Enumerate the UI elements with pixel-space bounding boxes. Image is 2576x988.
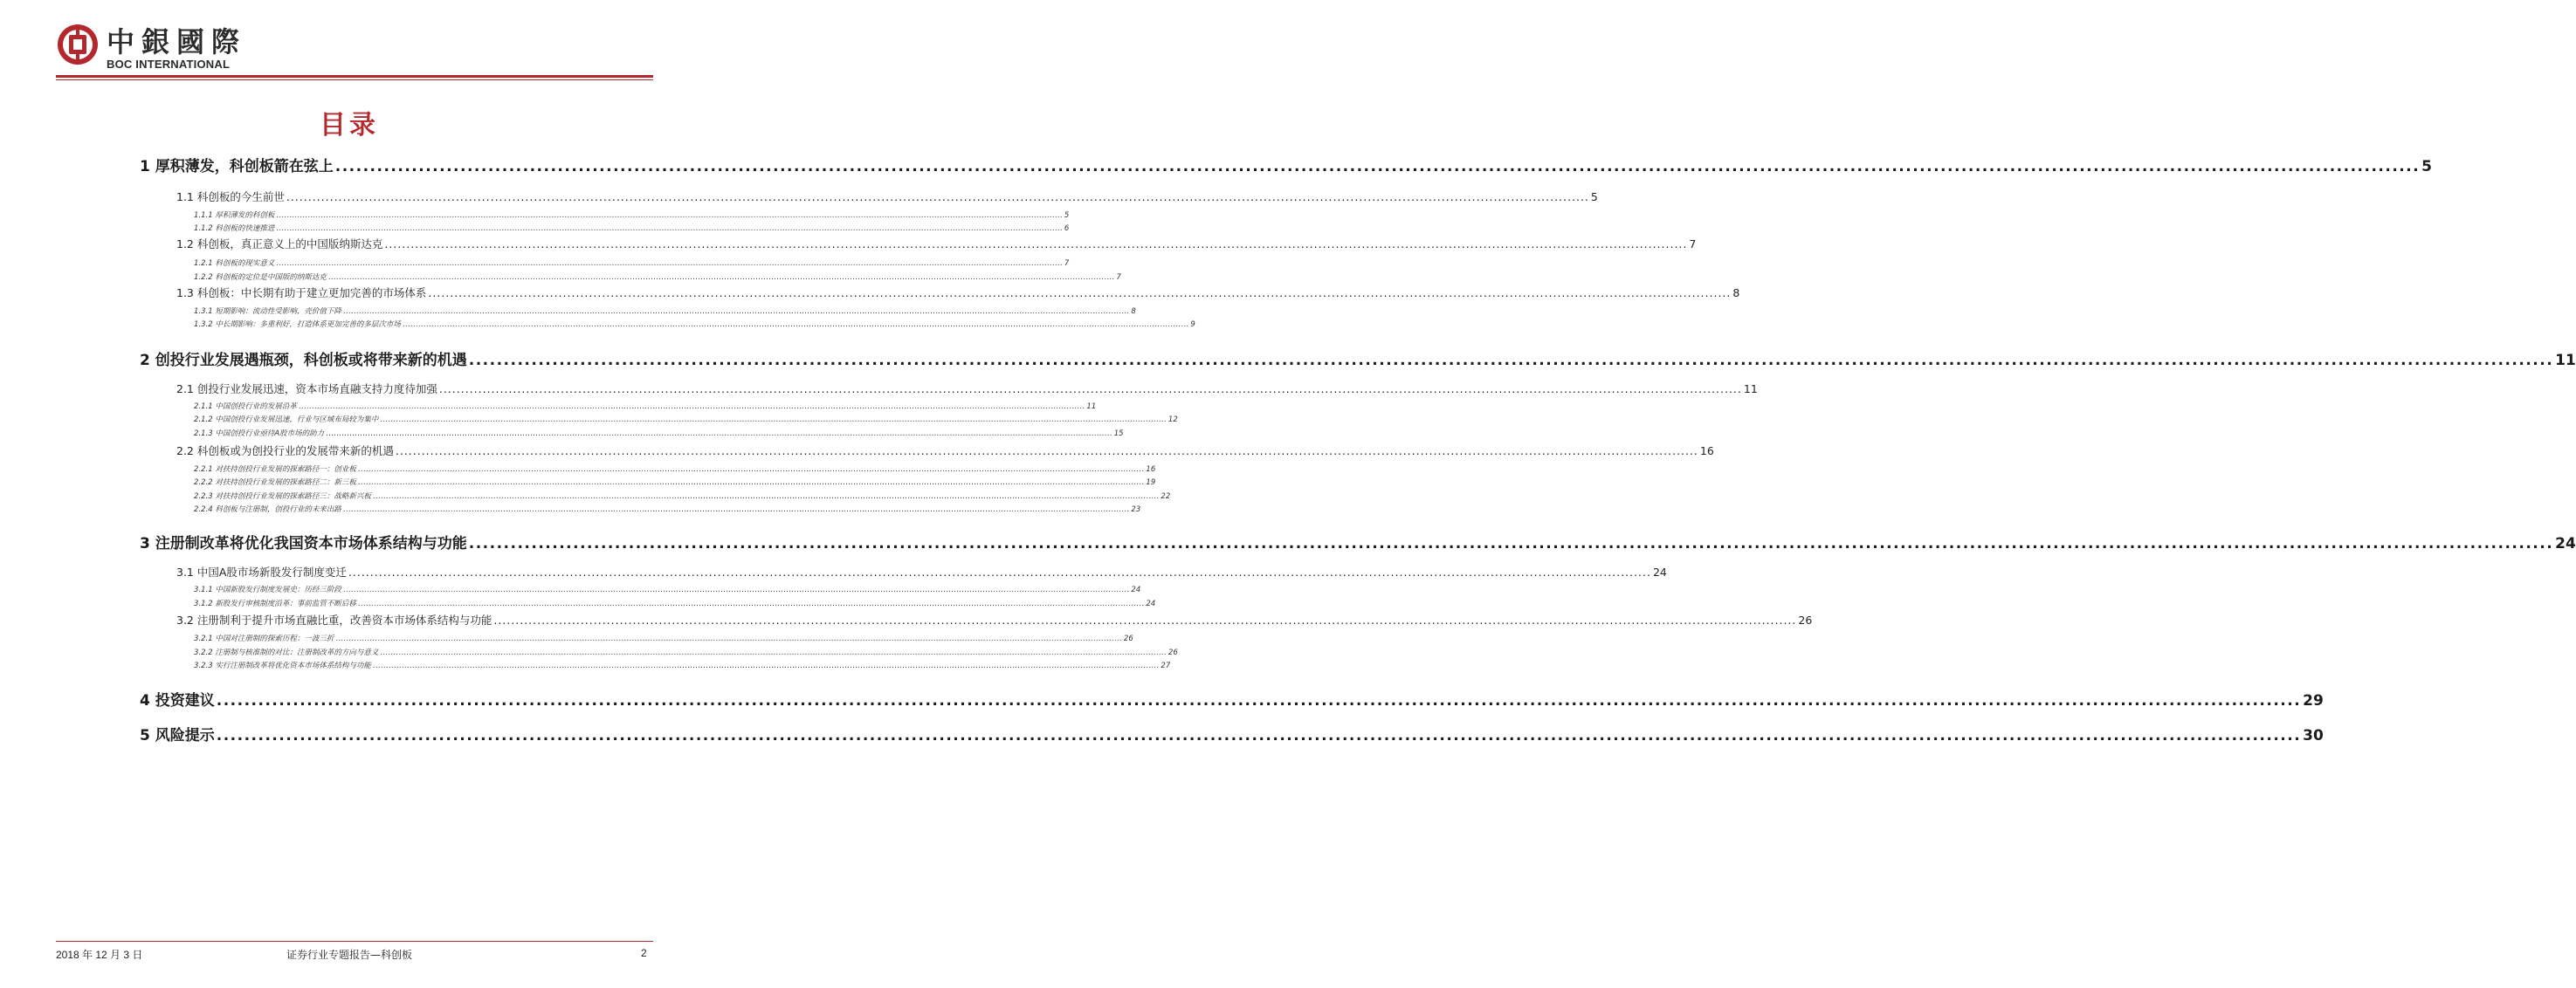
toc-entry-label: 2.2.1 对扶持创投行业发展的探索路径一：创业板 — [194, 465, 356, 474]
toc-entry-level-2[interactable] — [176, 612, 1813, 628]
toc-entry-page: 30 — [2303, 727, 2324, 744]
header-divider-thin — [56, 79, 653, 80]
toc-leader-dots: ............................................................................................................................................................................................................................................................................................................ — [372, 492, 1160, 501]
toc-leader-dots: ............................................................................................................................................................................................................................................................................................................ — [428, 286, 1732, 299]
toc-leader-dots: ............................................................................................................................................................................................................................................................................................................ — [342, 307, 1130, 316]
toc-leader-dots: ............................................................................................................................................................................................................................................................................................................ — [357, 478, 1145, 487]
toc-entry-label: 2.2.2 对扶持创投行业发展的探索路径二：新三板 — [194, 478, 356, 487]
toc-entry-label: 1.2.2 科创板的定位是中国版的纳斯达克 — [194, 273, 327, 282]
toc-leader-dots: ............................................................................................................................................................................................................................................................................................................ — [276, 224, 1063, 233]
toc-entry-label: 3.2.2 注册制与核准制的对比：注册制改革的方向与意义 — [194, 648, 379, 657]
toc-entry-page: 9 — [1190, 320, 1195, 329]
toc-leader-dots: ............................................................................................................................................................................................................................................................................................................ — [342, 505, 1130, 514]
toc-entry-level-1[interactable] — [140, 347, 2576, 369]
footer-date: 2018 年 12 月 3 日 — [56, 949, 143, 961]
footer-page-number: 2 — [641, 947, 647, 959]
toc-entry-page: 11 — [1086, 402, 1097, 411]
toc-entry-label: 3 注册制改革将优化我国资本市场体系结构与功能 — [140, 535, 467, 552]
toc-leader-dots: ............................................................................................................................................................................................................................................................................................................ — [380, 415, 1167, 424]
toc-leader-dots: ............................................................................................................................................................................................................................................................................................................ — [438, 382, 1742, 395]
toc-entry-level-3[interactable] — [194, 271, 1121, 282]
toc-entry-level-2[interactable] — [176, 564, 1667, 580]
toc-leader-dots: ............................................................................................................................................................................................................................................................................................................ — [334, 158, 2421, 175]
toc-leader-dots: ............................................................................................................................................................................................................................................................................................................ — [286, 190, 1589, 203]
toc-entry-level-3[interactable] — [194, 660, 1171, 670]
toc-entry-level-1[interactable] — [140, 531, 2576, 552]
toc-entry-level-3[interactable] — [194, 598, 1156, 608]
toc-entry-label: 2.2.3 对扶持创投行业发展的探索路径三：战略新兴板 — [194, 492, 371, 501]
toc-entry-page: 16 — [1699, 444, 1714, 457]
toc-leader-dots: ............................................................................................................................................................................................................................................................................................................ — [357, 600, 1145, 608]
toc-entry-page: 24 — [1131, 586, 1141, 594]
toc-entry-page: 6 — [1064, 224, 1070, 233]
toc-entry-page: 24 — [1146, 600, 1156, 608]
toc-entry-level-1[interactable] — [140, 154, 2432, 175]
toc-leader-dots: ............................................................................................................................................................................................................................................................................................................ — [468, 352, 2554, 369]
toc-entry-label: 1.1 科创板的今生前世 — [176, 190, 285, 203]
toc-entry-level-3[interactable] — [194, 305, 1136, 316]
toc-entry-label: 2.2.4 科创板与注册制，创投行业的未来出路 — [194, 505, 341, 514]
toc-leader-dots: ............................................................................................................................................................................................................................................................................................................ — [348, 566, 1651, 579]
toc-entry-page: 8 — [1131, 307, 1136, 316]
toc-entry-level-3[interactable] — [194, 223, 1070, 233]
toc-entry-page: 7 — [1064, 259, 1070, 268]
toc-leader-dots: ............................................................................................................................................................................................................................................................................................................ — [372, 662, 1160, 670]
toc-entry-level-2[interactable] — [176, 189, 1598, 204]
toc-entry-level-3[interactable] — [194, 477, 1156, 487]
toc-entry-page: 11 — [2555, 352, 2576, 369]
header-divider — [56, 75, 653, 78]
toc-entry-page: 5 — [2421, 158, 2432, 175]
toc-entry-level-3[interactable] — [194, 428, 1124, 438]
toc-entry-page: 11 — [1743, 382, 1758, 395]
toc-entry-page: 19 — [1146, 478, 1156, 487]
toc-entry-page: 8 — [1732, 286, 1740, 299]
toc-entry-level-3[interactable] — [194, 504, 1141, 514]
toc-entry-label: 1.3.2 中长期影响：多重利好，打造体系更加完善的多层次市场 — [194, 320, 401, 329]
toc-leader-dots: ............................................................................................................................................................................................................................................................................................................ — [402, 320, 1189, 329]
toc-entry-label: 5 风险提示 — [140, 727, 215, 744]
toc-leader-dots: ............................................................................................................................................................................................................................................................................................................ — [216, 692, 2302, 710]
toc-leader-dots: ............................................................................................................................................................................................................................................................................................................ — [276, 211, 1063, 220]
toc-entry-level-2[interactable] — [176, 381, 1758, 396]
toc-entry-page: 29 — [2303, 692, 2324, 710]
toc-heading: 目录 — [320, 110, 379, 141]
toc-entry-level-3[interactable] — [194, 491, 1171, 501]
toc-entry-page: 24 — [2555, 535, 2576, 552]
toc-leader-dots: ............................................................................................................................................................................................................................................................................................................ — [335, 635, 1122, 643]
toc-entry-label: 2 创投行业发展遇瓶颈，科创板或将带来新的机遇 — [140, 352, 467, 369]
toc-entry-label: 4 投资建议 — [140, 692, 215, 710]
toc-leader-dots: ............................................................................................................................................................................................................................................................................................................ — [395, 444, 1698, 457]
toc-leader-dots: ............................................................................................................................................................................................................................................................................................................ — [357, 465, 1145, 474]
toc-entry-label: 2.1 创投行业发展迅速，资本市场直融支持力度待加强 — [176, 382, 437, 395]
toc-entry-label: 1.3.1 短期影响：流动性受影响，壳价值下降 — [194, 307, 341, 316]
toc-entry-level-3[interactable] — [194, 463, 1156, 474]
toc-entry-label: 2.1.3 中国创投行业亟待A股市场的助力 — [194, 429, 325, 438]
toc-entry-page: 5 — [1590, 190, 1598, 203]
boc-logo — [56, 23, 100, 66]
toc-entry-page: 15 — [1113, 429, 1124, 438]
toc-entry-level-3[interactable] — [194, 319, 1195, 329]
toc-entry-label: 3.2 注册制利于提升市场直融比重，改善资本市场体系结构与功能 — [176, 614, 492, 627]
footer-divider — [56, 941, 653, 942]
toc-entry-label: 2.1.1 中国创投行业的发展沿革 — [194, 402, 297, 411]
toc-entry-label: 1.3 科创板：中长期有助于建立更加完善的市场体系 — [176, 286, 427, 299]
toc-entry-page: 24 — [1652, 566, 1667, 579]
toc-entry-page: 7 — [1689, 237, 1697, 250]
toc-entry-level-3[interactable] — [194, 633, 1133, 643]
toc-leader-dots: ............................................................................................................................................................................................................................................................................................................ — [384, 237, 1688, 250]
toc-entry-page: 26 — [1167, 648, 1178, 657]
toc-entry-label: 1.1.2 科创板的快速推进 — [194, 224, 275, 233]
toc-entry-level-3[interactable] — [194, 647, 1178, 657]
logo-english-name: BOC INTERNATIONAL — [107, 58, 231, 71]
toc-leader-dots: ............................................................................................................................................................................................................................................................................................................ — [327, 273, 1115, 282]
toc-entry-level-3[interactable] — [194, 401, 1097, 411]
toc-leader-dots: ............................................................................................................................................................................................................................................................................................................ — [216, 727, 2302, 744]
toc-entry-label: 1.1.1 厚积薄发的科创板 — [194, 211, 275, 220]
toc-entry-page: 5 — [1064, 211, 1070, 220]
toc-entry-label: 1.2 科创板，真正意义上的中国版纳斯达克 — [176, 237, 383, 250]
toc-entry-label: 3.2.3 实行注册制改革将优化资本市场体系结构与功能 — [194, 662, 371, 670]
toc-entry-level-2[interactable] — [176, 443, 1714, 458]
toc-entry-page: 26 — [1798, 614, 1813, 627]
logo-chinese-name: 中銀國際 — [107, 25, 247, 58]
toc-entry-label: 1 厚积薄发，科创板箭在弦上 — [140, 158, 334, 175]
toc-entry-page: 26 — [1123, 635, 1133, 643]
toc-entry-level-3[interactable] — [194, 414, 1178, 424]
toc-entry-level-3[interactable] — [194, 584, 1141, 594]
toc-entry-level-2[interactable] — [176, 236, 1697, 251]
toc-entry-page: 16 — [1146, 465, 1156, 474]
toc-entry-page: 12 — [1167, 415, 1178, 424]
toc-leader-dots: ............................................................................................................................................................................................................................................................................................................ — [493, 614, 1797, 627]
toc-entry-page: 27 — [1161, 662, 1171, 670]
toc-entry-label: 3.1.2 新股发行审核制度沿革：事前监管不断后移 — [194, 600, 356, 608]
footer-report-title: 证券行业专题报告—科创板 — [286, 949, 412, 961]
toc-entry-page: 7 — [1116, 273, 1121, 282]
toc-entry-level-1[interactable] — [140, 688, 2324, 710]
toc-leader-dots: ............................................................................................................................................................................................................................................................................................................ — [380, 648, 1167, 657]
toc-entry-level-3[interactable] — [194, 257, 1070, 268]
toc-entry-page: 23 — [1131, 505, 1141, 514]
toc-entry-label: 3.2.1 中国对注册制的探索历程：一波三折 — [194, 635, 334, 643]
toc-entry-level-3[interactable] — [194, 209, 1070, 220]
toc-entry-level-1[interactable] — [140, 723, 2324, 744]
toc-entry-label: 3.1.1 中国新股发行制度发展史：历经三阶段 — [194, 586, 341, 594]
toc-entry-label: 2.1.2 中国创投行业发展迅速，行业与区域布局较为集中 — [194, 415, 379, 424]
toc-leader-dots: ............................................................................................................................................................................................................................................................................................................ — [298, 402, 1085, 411]
toc-leader-dots: ............................................................................................................................................................................................................................................................................................................ — [326, 429, 1112, 438]
toc-leader-dots: ............................................................................................................................................................................................................................................................................................................ — [342, 586, 1130, 594]
toc-entry-page: 22 — [1161, 492, 1171, 501]
toc-entry-label: 2.2 科创板或为创投行业的发展带来新的机遇 — [176, 444, 394, 457]
toc-leader-dots: ............................................................................................................................................................................................................................................................................................................ — [468, 535, 2554, 552]
toc-entry-level-2[interactable] — [176, 285, 1740, 300]
toc-entry-label: 1.2.1 科创板的现实意义 — [194, 259, 275, 268]
toc-leader-dots: ............................................................................................................................................................................................................................................................................................................ — [276, 259, 1063, 268]
toc-entry-label: 3.1 中国A股市场新股发行制度变迁 — [176, 566, 347, 579]
